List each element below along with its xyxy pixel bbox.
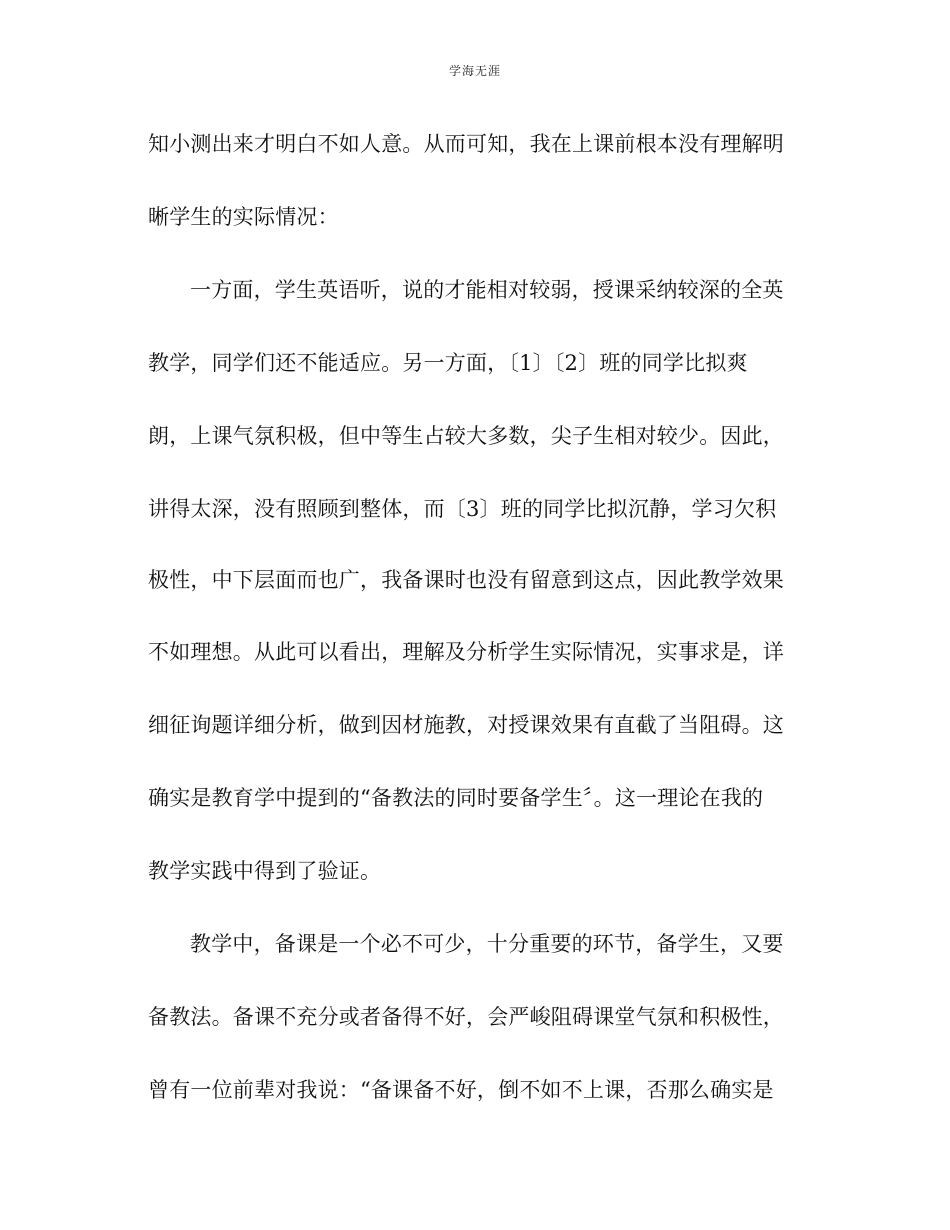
body-line-6: 讲得太深，没有照顾到整体，而〔3〕班的同学比拟沉静，学习欠积: [148, 497, 777, 521]
body-line-14: 曾有一位前辈对我说：“备课备不好，倒不如不上课，否那么确实是: [148, 1078, 774, 1102]
body-line-7: 极性，中下层面而也广，我备课时也没有留意到这点，因此教学效果: [148, 568, 784, 592]
body-line-4: 教学，同学们还不能适应。另一方面，〔1〕〔2〕班的同学比拟爽: [148, 351, 748, 375]
body-line-11: 教学实践中得到了验证。: [148, 859, 382, 883]
body-line-12: 教学中，备课是一个必不可少，十分重要的环节，备学生，又要: [190, 932, 784, 956]
body-line-10: 确实是教育学中提到的“备教法的同时要备学生〞。这一理论在我的: [148, 786, 764, 810]
body-line-5: 朗，上课气氛积极，但中等生占较大多数，尖子生相对较少。因此，: [148, 424, 784, 448]
body-line-8: 不如理想。从此可以看出，理解及分析学生实际情况，实事求是，详: [148, 640, 784, 664]
body-line-9: 细征询题详细分析，做到因材施教，对授课效果有直截了当阻碍。这: [148, 713, 784, 737]
body-line-2: 晰学生的实际情况：: [148, 205, 339, 229]
page-header: 学海无涯: [448, 64, 501, 78]
body-line-1: 知小测出来才明白不如人意。从而可知，我在上课前根本没有理解明: [148, 132, 784, 156]
body-line-13: 备教法。备课不充分或者备得不好，会严峻阻碍课堂气氛和积极性，: [148, 1005, 784, 1029]
body-line-3: 一方面，学生英语听，说的才能相对较弱，授课采纳较深的全英: [190, 278, 784, 302]
